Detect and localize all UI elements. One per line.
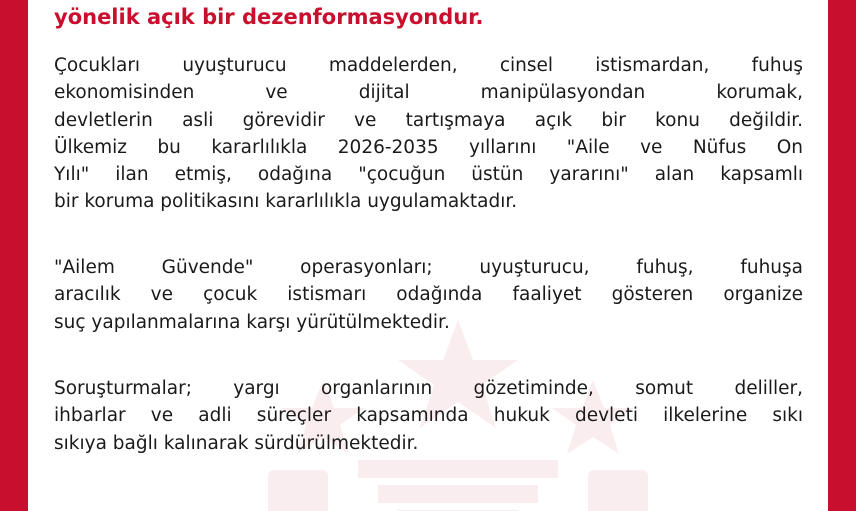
paragraph-child-protection xyxy=(54,52,803,216)
paragraph-investigations xyxy=(54,375,803,457)
text-line: Yılı" ilan etmiş, odağına "çocuğun üstün yararını" alan kapsamlı xyxy=(54,164,803,186)
statement-card xyxy=(28,0,828,511)
text-line: ekonomisinden ve dijital manipülasyondan korumak, xyxy=(54,82,803,104)
text-line: ihbarlar ve adli süreçler kapsamında hukuk devleti ilkelerine sıkı xyxy=(54,405,803,427)
text-line: bir koruma politikasını kararlılıkla uygulamaktadır. xyxy=(54,191,518,213)
text-line: Soruşturmalar; yargı organlarının gözetiminde, somut deliller, xyxy=(54,378,803,399)
text-line: sıkıya bağlı kalınarak sürdürülmektedir. xyxy=(54,432,419,454)
text-line: suç yapılanmalarına karşı yürütülmektedir. xyxy=(54,311,450,333)
lead-line: yönelik açık bir dezenformasyondur. xyxy=(54,5,484,29)
paragraph-operations xyxy=(54,254,803,336)
text-line: aracılık ve çocuk istismarı odağında faaliyet gösteren organize xyxy=(54,284,803,306)
text-line: devletlerin asli görevidir ve tartışmaya açık bir konu değildir. xyxy=(54,109,803,131)
text-line: Ülkemiz bu kararlılıkla 2026-2035 yıllarını "Aile ve Nüfus On xyxy=(54,136,803,158)
text-line: Çocukları uyuşturucu maddelerden, cinsel istismardan, fuhuş xyxy=(54,55,803,76)
text-line: "Ailem Güvende" operasyonları; uyuşturucu, fuhuş, fuhuşa xyxy=(54,257,803,278)
